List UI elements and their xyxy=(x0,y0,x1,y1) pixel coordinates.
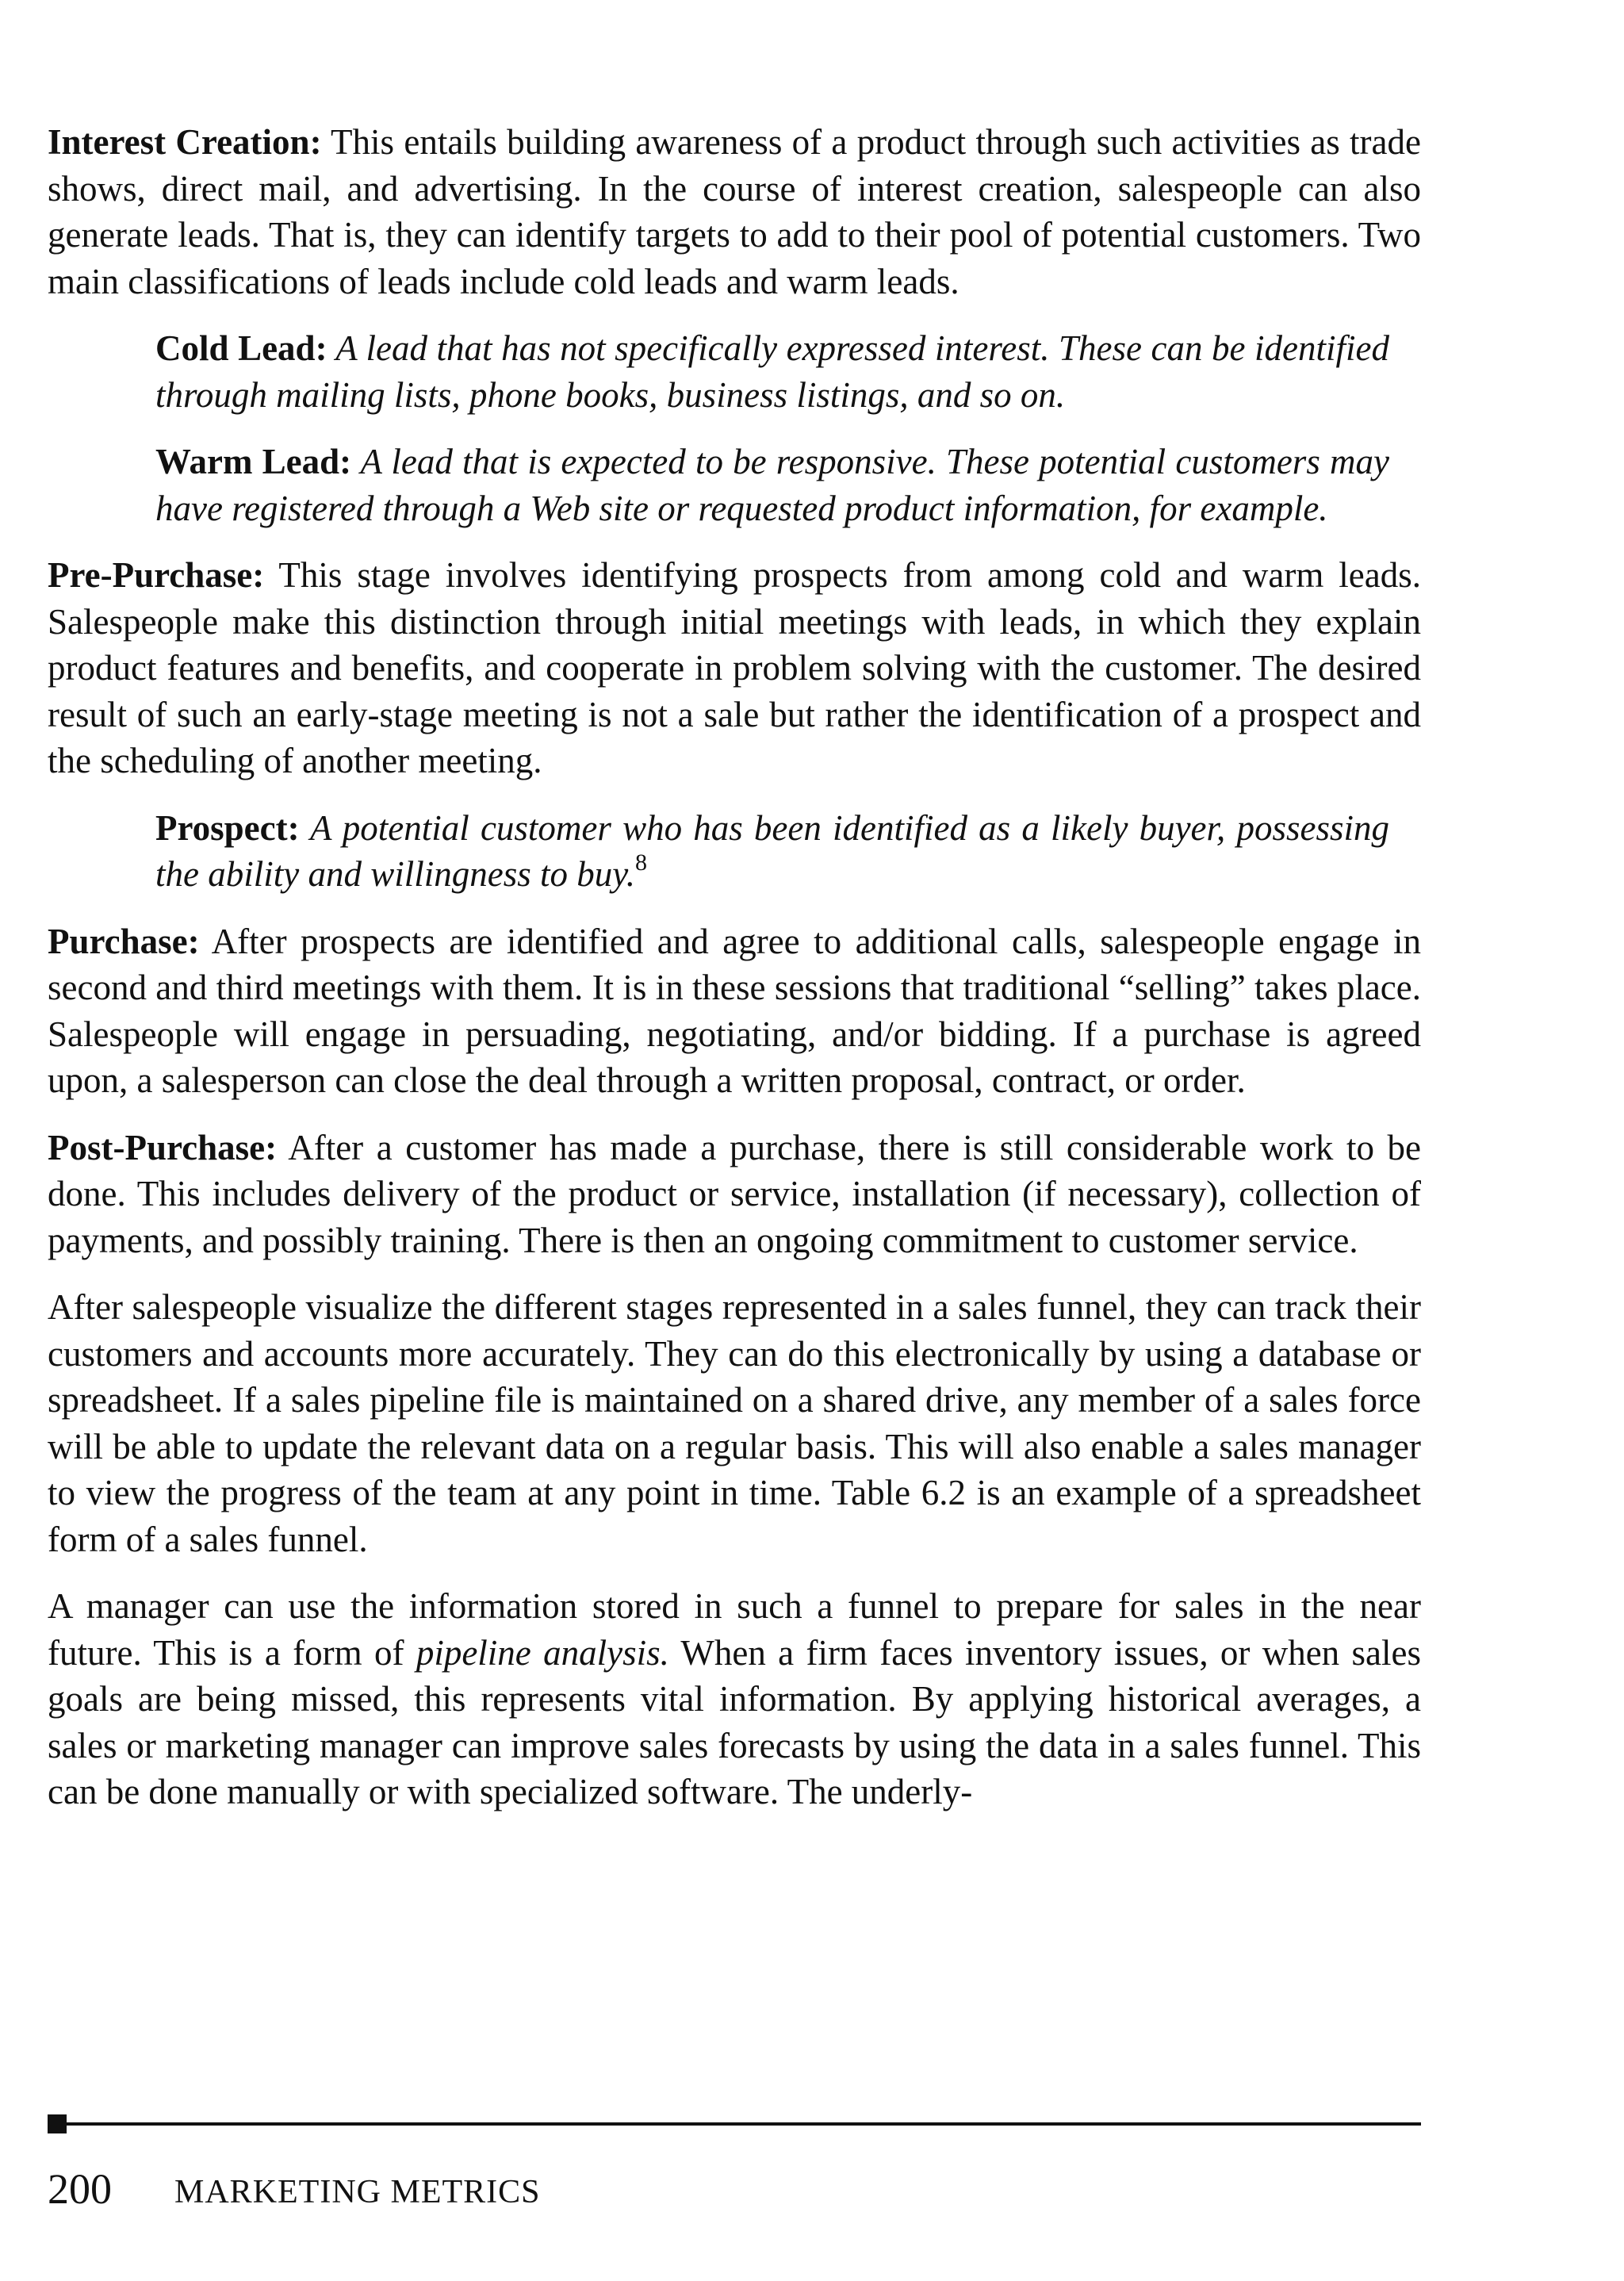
term-interest-creation: Interest Creation: xyxy=(48,122,322,162)
footnote-marker: 8 xyxy=(634,849,647,876)
definition-warm-lead xyxy=(155,439,1389,531)
definition-cold-lead xyxy=(155,325,1389,418)
paragraph-pipeline-analysis xyxy=(48,1583,1421,1815)
term-purchase: Purchase: xyxy=(48,921,200,961)
paragraph-tracking: After salespeople visualize the different stages represented in a sales funnel, they can track their customers and accounts more accurately. They can do this electronically by using a database or spreadsheet. If a sales pipeline file is maintained on a shared drive, any member of a sales force will be able to update the relevant data on a regular basis. This will also enable a sales manager to view the progress of the team at any point in time. Table 6.2 is an example of a spreadsheet form of a sales funnel. xyxy=(48,1287,1421,1559)
paragraph-purchase xyxy=(48,918,1421,1104)
text-purchase: After prospects are identified and agree to additional calls, salespeople engage in second and third meetings with them. It is in these sessions that traditional “selling” takes place. Salespeople will engage in persuading, negotiating, and/or bidding. If a purchase is agreed upon, a salesperson can close the deal through a written proposal, contract, or order. xyxy=(48,921,1421,1100)
term-warm-lead: Warm Lead: xyxy=(155,442,352,481)
definition-prospect xyxy=(155,805,1389,898)
text-post-purchase: After a customer has made a purchase, there is still considerable work to be done. This includes delivery of the product or service, installation (if necessary), collection of payments, and possibly training. There is then an ongoing commitment to customer service. xyxy=(48,1127,1421,1260)
paragraph-post-purchase xyxy=(48,1125,1421,1264)
text-warm-lead: A lead that is expected to be responsive. These potential customers may have registered through a Web site or requested product information, for example. xyxy=(155,442,1389,528)
paragraph-interest-creation xyxy=(48,119,1421,305)
footer-rule xyxy=(48,2122,1421,2126)
page-number: 200 xyxy=(48,2165,112,2213)
text-pipeline-before: A manager can use the information stored in such a funnel to prepare for sales in the near future. This is a form of xyxy=(48,1586,1421,1673)
term-post-purchase: Post-Purchase: xyxy=(48,1127,278,1167)
text-cold-lead: A lead that has not specifically expressed interest. These can be identified through mailing lists, phone books, business listings, and so on. xyxy=(155,328,1390,415)
paragraph-pre-purchase xyxy=(48,552,1421,784)
term-pre-purchase: Pre-Purchase: xyxy=(48,555,265,595)
page-body xyxy=(48,119,1421,1836)
text-prospect: A potential customer who has been identified as a likely buyer, possessing the ability and willingness to buy. xyxy=(155,807,1389,894)
text-pipeline-emphasis: pipeline analysis. xyxy=(416,1632,669,1673)
text-pipeline-after: When a firm faces inventory issues, or when sales goals are being missed, this represents vital information. By applying historical averages, a sales or marketing manager can improve sales forecasts by using the data in a sales funnel. This can be done manually or with specialized software. The underly- xyxy=(48,1632,1421,1811)
text-pre-purchase: This stage involves identifying prospects from among cold and warm leads. Salespeople make this distinction through initial meetings with leads, in which they explain product features and benefits, and cooperate in problem solving with the customer. The desired result of such an early-stage meeting is not a sale but rather the identification of a prospect and the scheduling of another meeting. xyxy=(48,555,1421,780)
term-prospect: Prospect: xyxy=(155,807,300,848)
running-head: MARKETING METRICS xyxy=(174,2174,541,2210)
term-cold-lead: Cold Lead: xyxy=(155,328,327,368)
text-interest-creation: This entails building awareness of a product through such activities as trade shows, direct mail, and advertising. In the course of interest creation, salespeople can also generate leads. That is, they can identify targets to add to their pool of potential customers. Two main classifications of leads include cold leads and warm leads. xyxy=(48,122,1421,301)
